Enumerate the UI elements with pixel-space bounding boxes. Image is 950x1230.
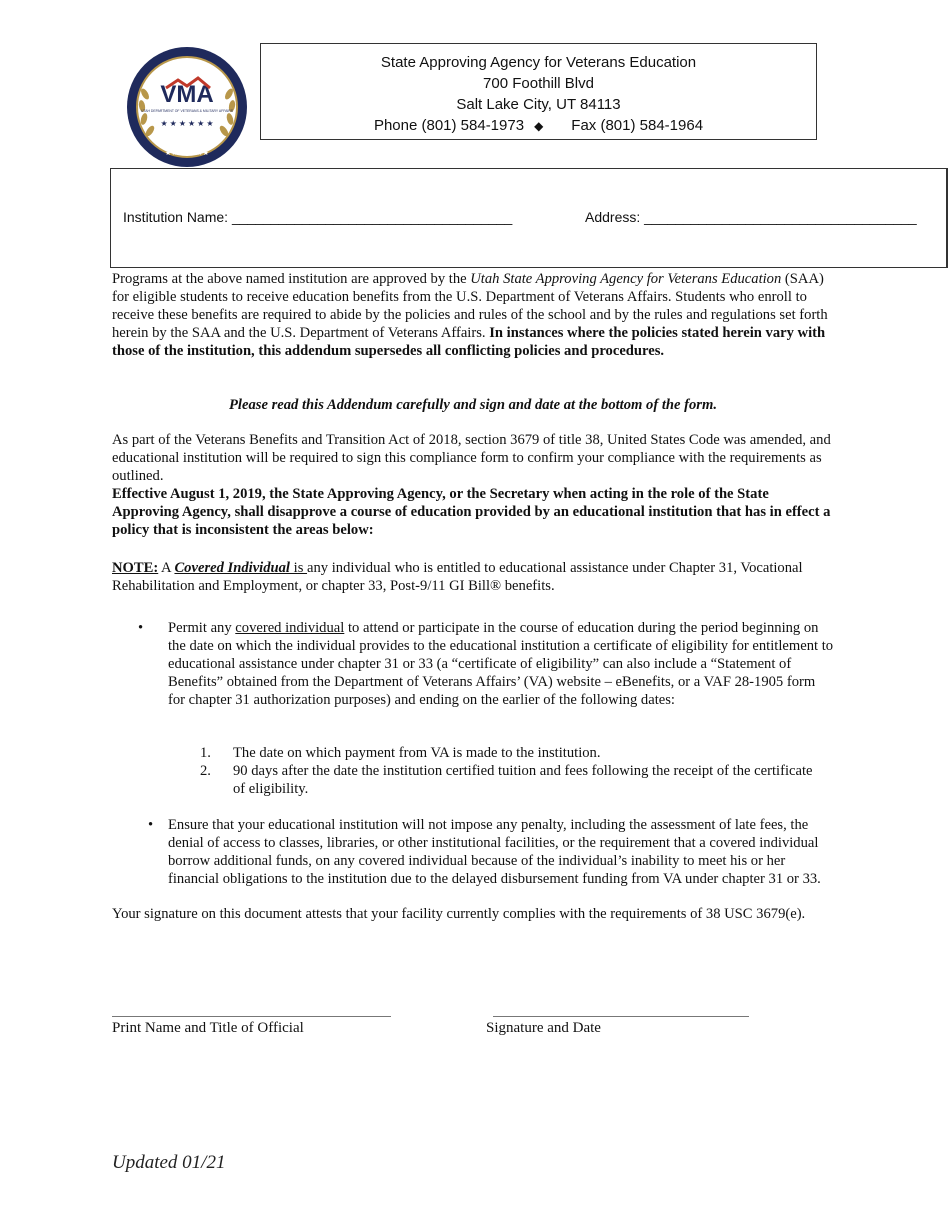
act-text: As part of the Veterans Benefits and Transition Act of 2018, section 3679 of title 38, United States Code was amended, and educational institution will be required to sign this compliance form to confirm your compliance with the requirements as outlined. <box>112 432 831 484</box>
note-definition: any individual who is entitled to educational assistance under Chapter 31, Vocational Rehabilitation and Employment, or chapter 33, Post-9/11 GI Bill® benefits. <box>112 560 803 594</box>
read-carefully-note: Please read this Addendum carefully and sign and date at the bottom of the form. <box>229 397 717 413</box>
numbered-item-2 <box>200 762 820 798</box>
institution-name-field[interactable]: Institution Name: ____________________________________ <box>123 209 513 225</box>
numbered-text-1: The date on which payment from VA is made to the institution. <box>233 745 601 761</box>
agency-street: 700 Foothill Blvd <box>483 75 594 92</box>
intro-paragraph <box>112 270 834 360</box>
agency-contact <box>261 115 816 137</box>
numbered-item-1 <box>200 744 820 762</box>
attestation-text: Your signature on this document attests that your facility currently complies with the requirements of 38 USC 3679(e). <box>112 906 806 922</box>
agency-city: Salt Lake City, UT 84113 <box>456 96 621 113</box>
diamond-separator-icon: ◆ <box>534 119 544 133</box>
number-1: 1. <box>200 745 211 761</box>
bullet1-underlined: covered individual <box>235 620 345 636</box>
logo-subtext: UTAH DEPARTMENT OF VETERANS & MILITARY AFFAIRS <box>140 109 234 113</box>
vma-seal-logo <box>126 46 248 168</box>
svg-text:★★★★★★★: ★★★★★★★ <box>165 149 209 157</box>
intro-text-a: Programs at the above named institution are approved by the <box>112 271 471 287</box>
bullet-item-permit <box>112 619 834 709</box>
signature-date-label: Signature and Date <box>486 1020 601 1036</box>
institution-address-field[interactable]: Address: ___________________________________ <box>585 209 917 225</box>
agency-phone: Phone (801) 584-1973 <box>373 117 525 134</box>
logo-text: VMA <box>160 81 214 108</box>
intro-agency-italic: Utah State Approving Agency for Veterans Education <box>470 271 782 287</box>
covered-individual-note <box>112 559 834 595</box>
note-is: is <box>290 560 308 576</box>
agency-header-box <box>260 43 817 140</box>
agency-name: State Approving Agency for Veterans Education <box>380 54 697 71</box>
intro-text-b: (SAA) for eligible students to receive education benefits from the U.S. Department of Veterans Affairs. Students who enroll to receive these benefits are required to abide by the policies and rules of the school and by the rules and regulations set forth herein by the SAA and the U.S. Department of Veterans Affairs. <box>112 271 828 341</box>
effective-date-text: Effective August 1, 2019, the State Approving Agency, or the Secretary when acting in the role of the State Approving Agency, shall disapprove a course of education provided by an educational institution that has in effect a policy that is inconsistent the areas below: <box>112 486 831 538</box>
bullet-icon: • <box>138 620 144 636</box>
bullet-icon: • <box>148 817 154 833</box>
covered-individual-term: Covered Individual <box>174 560 290 576</box>
print-name-label: Print Name and Title of Official <box>112 1020 304 1036</box>
note-label: NOTE: <box>112 560 159 576</box>
bullet-item-ensure <box>112 816 834 888</box>
intro-supersedes-bold: In instances where the policies stated herein vary with those of the institution, this addendum supersedes all conflicting policies and procedures. <box>112 325 826 359</box>
act-paragraph <box>112 431 834 539</box>
print-name-line[interactable] <box>112 1016 391 1017</box>
numbered-text-2: 90 days after the date the institution certified tuition and fees following the receipt of the certificate of eligibility. <box>233 763 813 797</box>
bullet1-text-a: Permit any <box>168 620 236 636</box>
bullet1-text-b: to attend or participate in the course of education during the period beginning on the date on which the individual provides to the educational institution a certificate of eligibility for entitlement to educational assistance under chapter 31 or 33 (a “certificate of eligibility” can also include a “Statement of Benefits” obtained from the Department of Veterans Affairs’ (VA) website – eBenefits, or a VAF 28-1905 form for chapter 31 authorization purposes) and ending on the earlier of the following dates: <box>168 620 834 708</box>
agency-fax: Fax (801) 584-1964 <box>571 117 704 134</box>
signature-line[interactable] <box>493 1016 749 1017</box>
institution-box <box>110 168 948 268</box>
number-2: 2. <box>200 763 211 779</box>
updated-date: Updated 01/21 <box>112 1152 226 1173</box>
note-a: A <box>158 560 175 576</box>
bullet2-text: Ensure that your educational institution will not impose any penalty, including the assessment of late fees, the denial of access to classes, libraries, or other institutional facilities, or the requirement that a covered individual borrow additional funds, on any covered individual because of the individual’s inability to meet his or her financial obligations to the institution due to the delayed disbursement funding from VA under chapter 31 or 33. <box>168 817 821 887</box>
svg-text:★ ★ ★ ★ ★ ★: ★ ★ ★ ★ ★ ★ <box>160 119 214 128</box>
